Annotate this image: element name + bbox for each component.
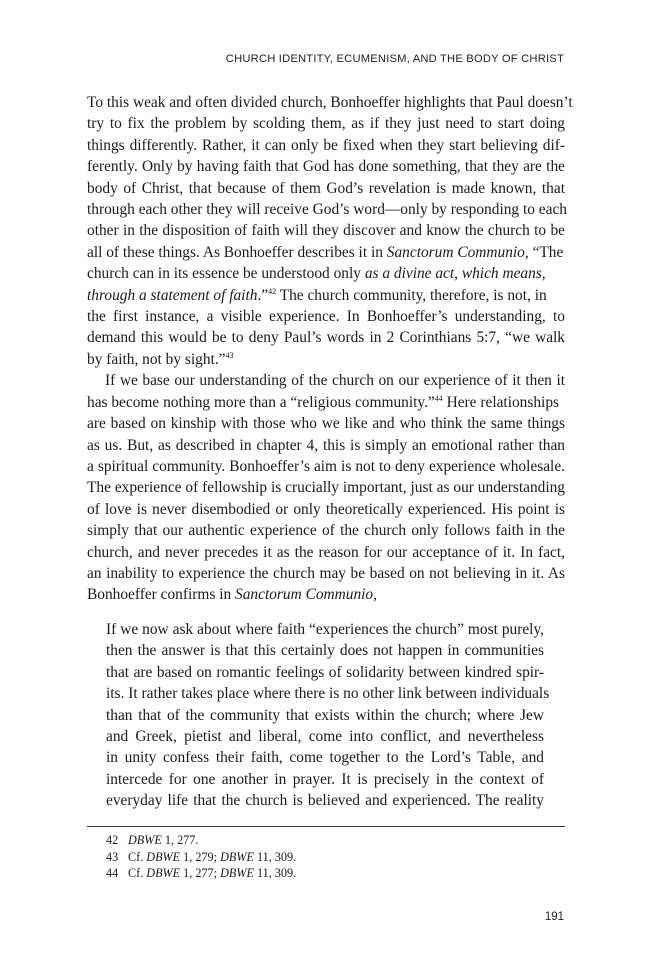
text-line xyxy=(87,392,565,413)
text-line: simply that our authentic experience of the church only follows faith in the xyxy=(87,522,565,540)
text-run: by faith, not by sight.” xyxy=(87,350,226,368)
text-run: .” xyxy=(257,286,269,304)
text-run: all of these things. As Bonhoeffer describes it in xyxy=(87,243,387,261)
text-line: as us. But, as described in chapter 4, this is simply an emotional rather than xyxy=(87,436,565,454)
citation: 1, 279; xyxy=(180,849,221,864)
abbreviation: DBWE xyxy=(220,866,254,881)
text-line xyxy=(87,242,565,263)
footnote-44 xyxy=(106,865,296,882)
abbreviation: DBWE xyxy=(220,849,254,864)
text-line xyxy=(87,285,565,306)
text-line: To this weak and often divided church, Bonhoeffer highlights that Paul doesn’t xyxy=(87,94,573,111)
text-line: an inability to experience the church may be based on not believing in it. As xyxy=(87,564,565,582)
citation: 1, 277. xyxy=(161,833,199,847)
main-text xyxy=(87,92,573,606)
text-line: demand this would be to deny Paul’s words in 2 Corinthians 5:7, “we walk xyxy=(87,329,565,347)
text-line: church, and never precedes it as the reason for our acceptance of it. In fact, xyxy=(87,543,565,561)
text-line xyxy=(87,584,565,605)
book-title: Sanctorum Communio xyxy=(386,243,525,261)
citation: 11, 309. xyxy=(253,866,297,881)
quote-line: than that of the community that exists within the church; where Jew xyxy=(106,706,544,724)
text-line: try to fix the problem by scolding them, as if they just need to start doing xyxy=(87,115,565,133)
quote-line: If we now ask about where faith “experiences the church” most purely, xyxy=(106,621,544,638)
text-line xyxy=(87,263,565,284)
quote-line: and Greek, pietist and liberal, come into conflict, and nevertheless xyxy=(106,728,544,746)
quote-line: then the answer is that this certainly does not happen in communities xyxy=(106,642,544,660)
text-line: through each other they will receive God’s word—only by responding to each xyxy=(87,201,567,219)
text-run: church can in its essence be understood only xyxy=(87,265,365,283)
text-run: , “The xyxy=(524,243,564,261)
text-run: Here relationships xyxy=(442,393,560,411)
running-header: CHURCH IDENTITY, ECUMENISM, AND THE BODY OF CHRIST xyxy=(225,53,564,65)
text-line: ferently. Only by having faith that God has done something, that they are the xyxy=(87,158,565,176)
text-line: a spiritual community. Bonhoeffer’s aim is not to deny experience wholesale. xyxy=(87,457,565,475)
footnote-42 xyxy=(106,832,296,849)
footnote-43 xyxy=(106,849,296,866)
footnote-ref-43[interactable]: 43 xyxy=(225,350,234,360)
quote-line: intercede for one another in prayer. It is precisely in the context of xyxy=(106,770,544,788)
text-line: the first instance, a visible experience. In Bonhoeffer’s understanding, to xyxy=(87,308,565,326)
footnote-ref-44[interactable]: 44 xyxy=(434,393,443,403)
text-line: other in the disposition of faith will they discover and know the church to be xyxy=(87,222,565,240)
quote-line: that are based on romantic feelings of solidarity between kindred spir- xyxy=(106,663,544,681)
block-quote xyxy=(106,619,550,812)
text-line: If we base our understanding of the church on our experience of it then it xyxy=(105,372,565,390)
footnote-number: 44 xyxy=(106,866,119,881)
quote-line: in unity confess their faith, come together to the Lord’s Table, and xyxy=(106,749,544,767)
footnote-number: 43 xyxy=(106,849,119,864)
text-run: Bonhoeffer confirms in xyxy=(87,586,236,604)
abbreviation: DBWE xyxy=(146,849,181,864)
quote-line: everyday life that the church is believed and experienced. The reality xyxy=(106,792,544,810)
text-line: The experience of fellowship is crucially important, just as our understanding xyxy=(87,479,565,497)
footnotes xyxy=(106,832,296,882)
emphasis: as a divine act, which means, xyxy=(364,265,546,283)
footnote-number: 42 xyxy=(106,833,119,847)
citation: Cf. xyxy=(128,866,147,881)
book-title: Sanctorum Communio xyxy=(235,586,374,604)
abbreviation: DBWE xyxy=(128,833,162,847)
text-line: things differently. Rather, it can only be fixed when they start believing dif- xyxy=(87,136,565,154)
text-line: are based on kinship with those who we like and who think the same things xyxy=(87,415,565,433)
footnote-divider xyxy=(87,826,565,827)
text-run: , xyxy=(373,586,377,604)
text-run: has become nothing more than a “religious community.” xyxy=(87,393,435,411)
text-line: body of Christ, that because of them God’s revelation is made known, that xyxy=(87,179,565,197)
abbreviation: DBWE xyxy=(146,866,181,881)
emphasis: through a statement of faith xyxy=(87,286,258,304)
text-run: The church community, therefore, is not, in xyxy=(276,286,547,304)
citation: 1, 277; xyxy=(180,866,221,881)
text-line xyxy=(87,349,565,370)
quote-line: its. It rather takes place where there is no other link between individuals xyxy=(106,685,550,703)
text-line: of love is never disembodied or only theoretically experienced. His point is xyxy=(87,500,565,518)
page-number: 191 xyxy=(544,911,564,923)
citation: Cf. xyxy=(128,849,147,864)
citation: 11, 309. xyxy=(253,849,297,864)
footnote-ref-42[interactable]: 42 xyxy=(268,286,277,296)
